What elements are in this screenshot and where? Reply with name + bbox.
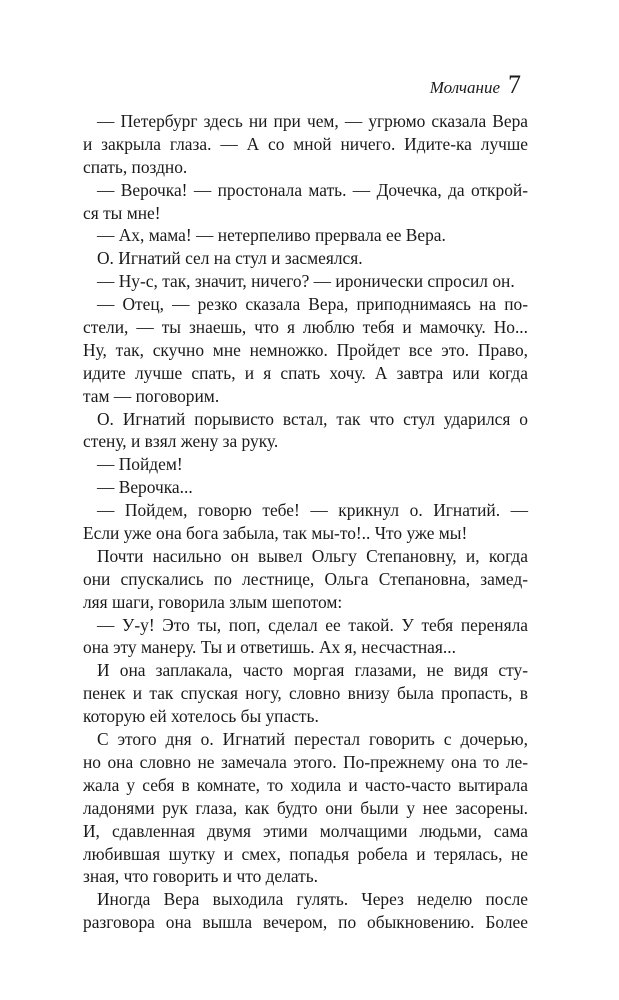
text-line: зная, что говорить и что делать. bbox=[83, 866, 319, 887]
text-line: идите лучше спать, и я спать хочу. А завтра или когда bbox=[83, 362, 528, 383]
text-line: ладонями рук глаза, как будто они были у нее засорены. bbox=[83, 797, 528, 818]
text-line: — Пойдем! bbox=[97, 454, 183, 475]
text-line: Иногда Вера выходила гулять. Через неделю после bbox=[97, 889, 528, 910]
text-line: О. Игнатий порывисто встал, так что стул ударился о bbox=[97, 408, 528, 429]
text-line: Ну, так, скучно мне немножко. Пройдет все это. Право, bbox=[83, 339, 528, 360]
text-line: стели, — ты знаешь, что я люблю тебя и мамочку. Но... bbox=[83, 317, 528, 338]
text-line: С этого дня о. Игнатий перестал говорить с дочерью, bbox=[97, 729, 528, 750]
text-line: ся ты мне! bbox=[83, 202, 161, 223]
page-number: 7 bbox=[508, 70, 521, 99]
text-line: пенек и так спуская ногу, словно внизу была пропасть, в bbox=[83, 683, 528, 704]
text-line: — Ах, мама! — нетерпеливо прервала ее Вера. bbox=[97, 225, 446, 246]
text-line: Почти насильно он вывел Ольгу Степановну, и, когда bbox=[97, 545, 528, 566]
text-line: И, сдавленная двумя этими молчащими людьми, сама bbox=[83, 820, 528, 841]
running-head-title: Молчание bbox=[429, 78, 500, 97]
text-line: Если уже она бога забыла, так мы-то!.. Что уже мы! bbox=[83, 523, 468, 544]
text-line: там — поговорим. bbox=[83, 385, 220, 406]
running-head bbox=[430, 70, 521, 100]
text-line: — Верочка! — простонала мать. — Дочечка, да открой- bbox=[97, 179, 528, 200]
text-line: спать, поздно. bbox=[83, 156, 188, 177]
text-line: но она словно не замечала этого. По-прежнему она то ле- bbox=[83, 751, 528, 772]
text-line: которую ей хотелось бы упасть. bbox=[83, 706, 319, 727]
text-line: — Отец, — резко сказала Вера, приподнимаясь на по- bbox=[97, 294, 528, 315]
text-line: жала у себя в комнате, то ходила и часто-часто вытирала bbox=[83, 774, 528, 795]
text-line: — Верочка... bbox=[97, 477, 193, 498]
text-line: — Ну-с, так, значит, ничего? — иронически спросил он. bbox=[97, 271, 515, 292]
text-line: они спускались по лестнице, Ольга Степановна, замед- bbox=[83, 568, 528, 589]
text-line: стену, и взял жену за руку. bbox=[83, 431, 279, 452]
text-line: — Петербург здесь ни при чем, — угрюмо сказала Вера bbox=[97, 111, 528, 131]
text-line: разговора она вышла вечером, по обыкновению. Более bbox=[83, 912, 528, 933]
text-line: любившая шутку и смех, попадья робела и терялась, не bbox=[83, 843, 528, 864]
text-line: О. Игнатий сел на стул и засмеялся. bbox=[97, 248, 363, 269]
text-line: И она заплакала, часто моргая глазами, не видя сту- bbox=[97, 660, 528, 681]
text-line: она эту манеру. Ты и ответишь. Ах я, несчастная... bbox=[83, 637, 456, 658]
text-line: — У-у! Это ты, поп, сделал ее такой. У тебя переняла bbox=[97, 614, 528, 635]
text-line: — Пойдем, говорю тебе! — крикнул о. Игнатий. — bbox=[97, 500, 528, 521]
text-line: ляя шаги, говорила злым шепотом: bbox=[83, 591, 343, 612]
body-text bbox=[83, 110, 528, 934]
text-line: и закрыла глаза. — А со мной ничего. Идите-ка лучше bbox=[83, 133, 528, 154]
